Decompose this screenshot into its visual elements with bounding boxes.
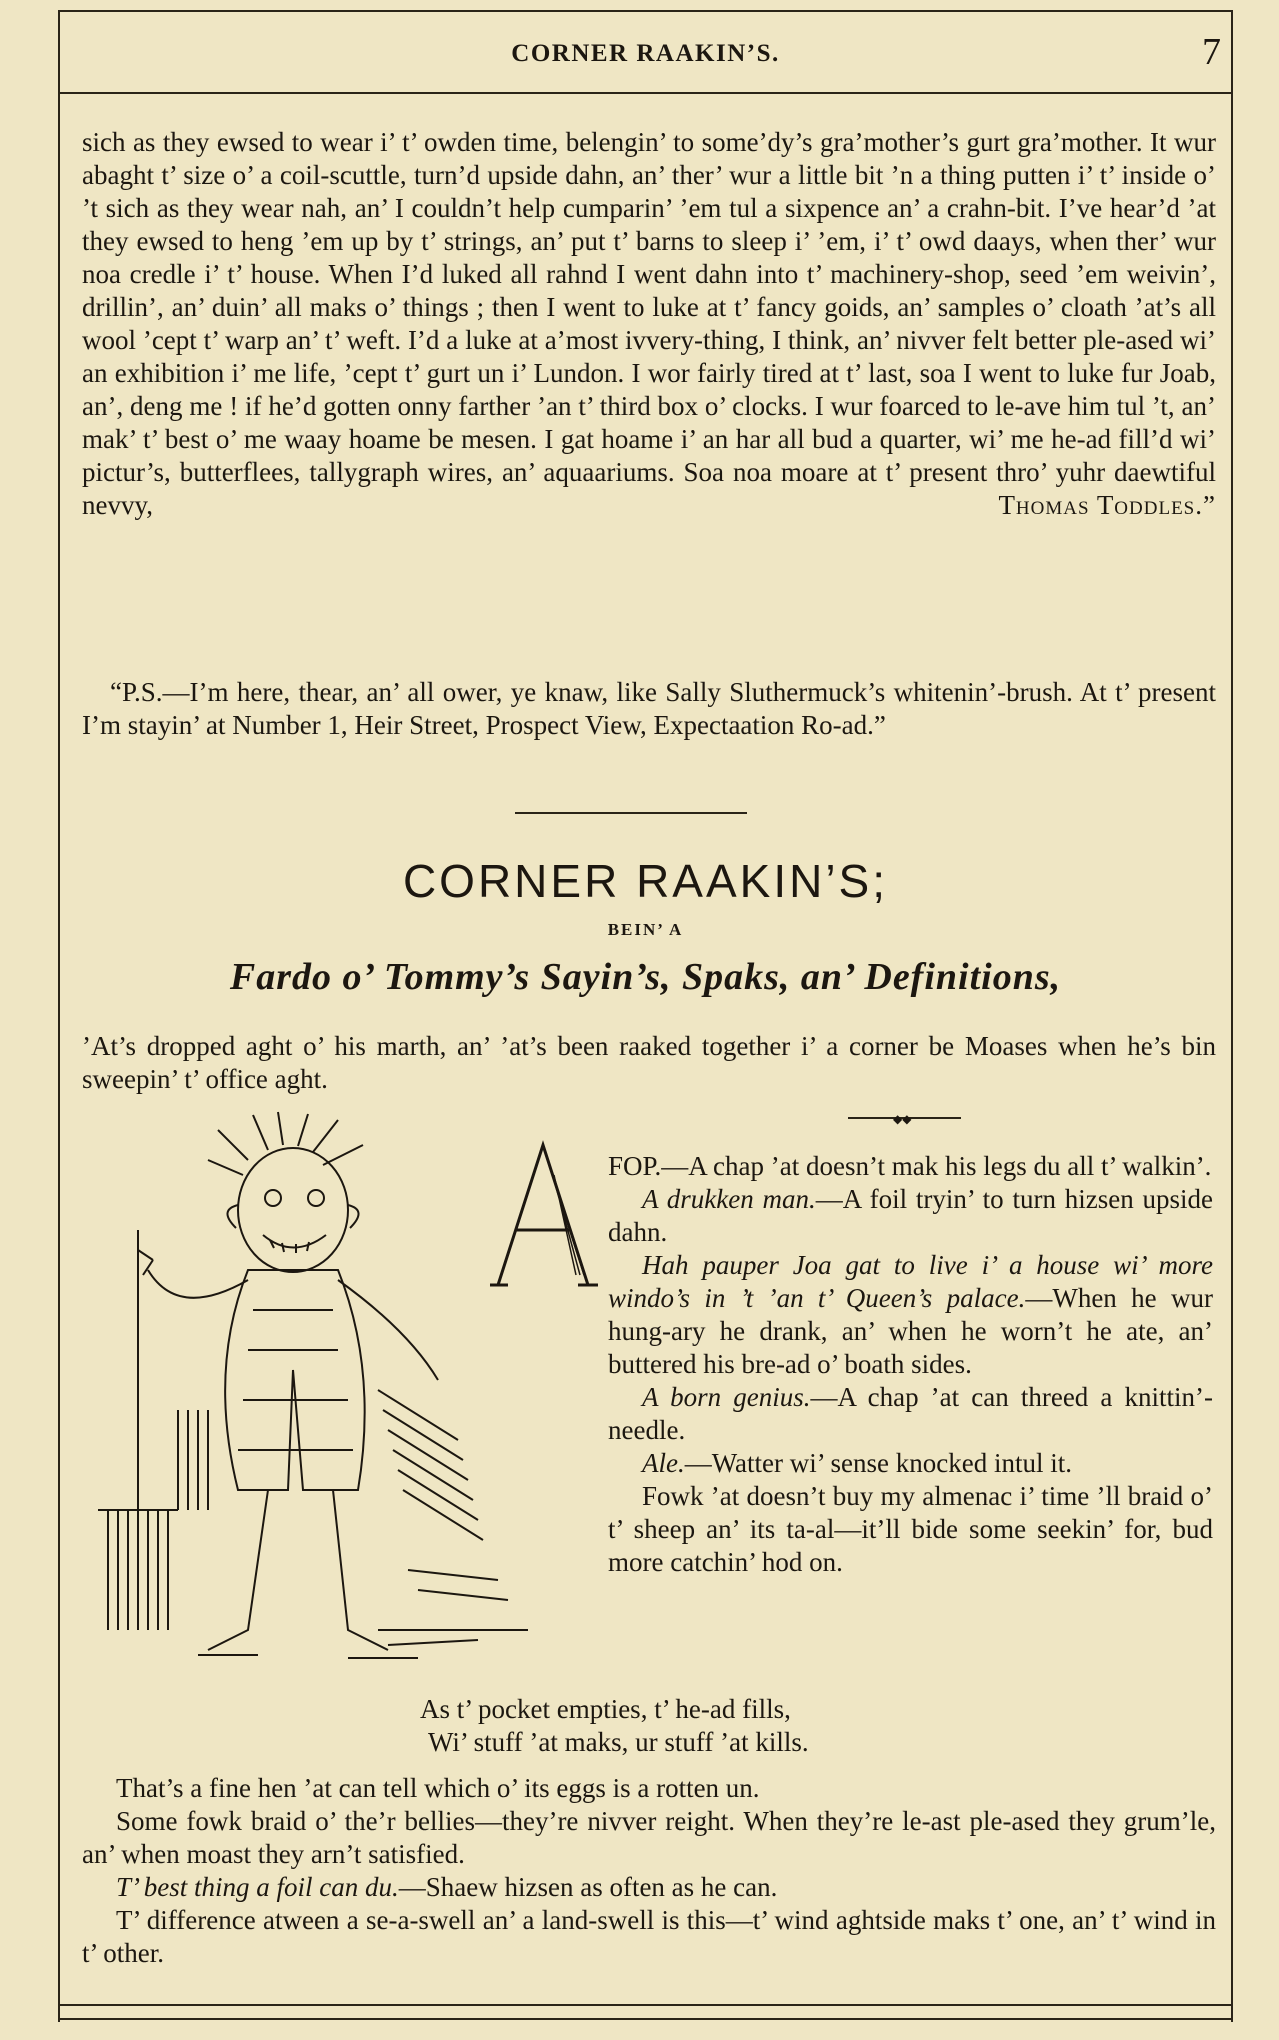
definitions-column — [608, 1150, 1213, 1579]
running-head: CORNER RAAKIN’S. — [511, 40, 780, 67]
article-title: CORNER RAAKIN’S; — [402, 855, 889, 907]
definition-almenac: Fowk ’at doesn’t buy my almenac i’ time ’ll braid o’ t’ sheep an’ its ta-al—it’ll bide some seekin’ for, bud more catchin’ hod on. — [608, 1481, 1213, 1577]
footer-rule-outer — [58, 2018, 1233, 2020]
section-divider — [515, 812, 747, 814]
saying-swell: T’ difference atween a se-a-swell an’ a land-swell is this—t’ wind aghtside maks t’ one, an’ t’ wind in t’ other. — [82, 1905, 1216, 1968]
article-subtitle: Fardo o’ Tommy’s Sayin’s, Spaks, an’ Definitions, — [229, 956, 1062, 998]
couplet-line-2: Wi’ stuff ’at maks, ur stuff ’at kills. — [428, 1727, 809, 1757]
definition-fop: FOP.—A chap ’at doesn’t mak his legs du all t’ walkin’. — [608, 1151, 1212, 1181]
couplet-line-1: As t’ pocket empties, t’ he-ad fills, — [420, 1694, 791, 1724]
sayings — [82, 1772, 1216, 1970]
definition-born-genius: A born genius.—A chap ’at can threed a knittin’-needle. — [608, 1382, 1213, 1445]
ornament-diamond-icon: ◆◆ — [893, 1112, 912, 1126]
definition-ale: Ale.—Watter wi’ sense knocked intul it. — [642, 1448, 1072, 1478]
letter-body — [82, 126, 1216, 522]
article-intro: ’At’s dropped aght o’ his marth, an’ ’at’s been raaked together i’ a corner be Moases when he’s bin sweepin’ t’ office aght. — [82, 1031, 1216, 1094]
letter-text: sich as they ewsed to wear i’ t’ owden time, belengin’ to some’dy’s gra’mother’s gurt gra’mother. It wur abaght t’ size o’ a coil-scuttle, turn’d upside dahn, an’ ther’ wur a little bit ’n a thing putten i’ t’ inside o’ ’t sich as they wear nah, an’ I couldn’t help cumparin’ ’em tul a sixpence an’ a crahn-bit. I’ve hear’d ’at they ewsed to heng ’em up by t’ strings, an’ put t’ barns to sleep i’ ’em, i’ t’ owd daays, when ther’ wur noa credle i’ t’ house. When I’d luked all rahnd I went dahn into t’ machinery-shop, seed ’em weivin’, drillin’, an’ duin’ all maks o’ things ; then I went to luke at t’ fancy goids, an’ samples o’ cloath ’at’s all wool ’cept t’ warp an’ t’ weft. I’d a luke at a’most ivvery-thing, I think, an’ nivver felt better ple-ased wi’ an exhibition i’ me life, ’cept t’ gurt un i’ Lundon. I wor fairly tired at t’ last, soa I went to luke fur Joab, an’, deng me ! if he’d gotten onny farther ’an t’ third box o’ clocks. I wur foarced to le-ave him tul ’t, an’ mak’ t’ best o’ me waay hoame be mesen. I gat hoame i’ an har all bud a quarter, wi’ me he-ad fill’d wi’ pictur’s, butterflees, tallygraph wires, an’ aquaariums. Soa noa moare at t’ present thro’ yuhr daewtiful nevvy, — [82, 127, 1216, 520]
letter-signature: Thomas Toddles.” — [998, 490, 1216, 520]
couplet — [420, 1693, 809, 1759]
definition-pauper-joa: Hah pauper Joa gat to live i’ a house wi’ more windo’s in ’t ’an t’ Queen’s palace.—When he wur hung-ary he drank, an’ when he worn’t he ate, an’ buttered his bre-ad o’ boath sides. — [608, 1250, 1213, 1379]
article-bein: BEIN’ A — [607, 920, 684, 939]
saying-foil: T’ best thing a foil can du.—Shaew hizsen as often as he can. — [116, 1872, 778, 1902]
postscript: “P.S.—I’m here, thear, an’ all ower, ye knaw, like Sally Sluthermuck’s whitenin’-brush. At t’ present I’m stayin’ at Number 1, Heir Street, Prospect View, Expectaation Ro-ad.” — [82, 677, 1216, 740]
footer-rule — [58, 2004, 1233, 2006]
drop-cap-a-icon — [488, 1140, 598, 1290]
header-rule — [58, 92, 1233, 94]
definition-drukken-man: A drukken man.—A foil tryin’ to turn hizsen upside dahn. — [608, 1184, 1213, 1247]
saying-hen: That’s a fine hen ’at can tell which o’ its eggs is a rotten un. — [116, 1773, 760, 1803]
page-number: 7 — [1202, 31, 1221, 73]
saying-bellies: Some fowk braid o’ the’r bellies—they’re nivver reight. When they’re le-ast ple-ased they grum’le, an’ when moast they arn’t satisfied. — [82, 1806, 1216, 1869]
